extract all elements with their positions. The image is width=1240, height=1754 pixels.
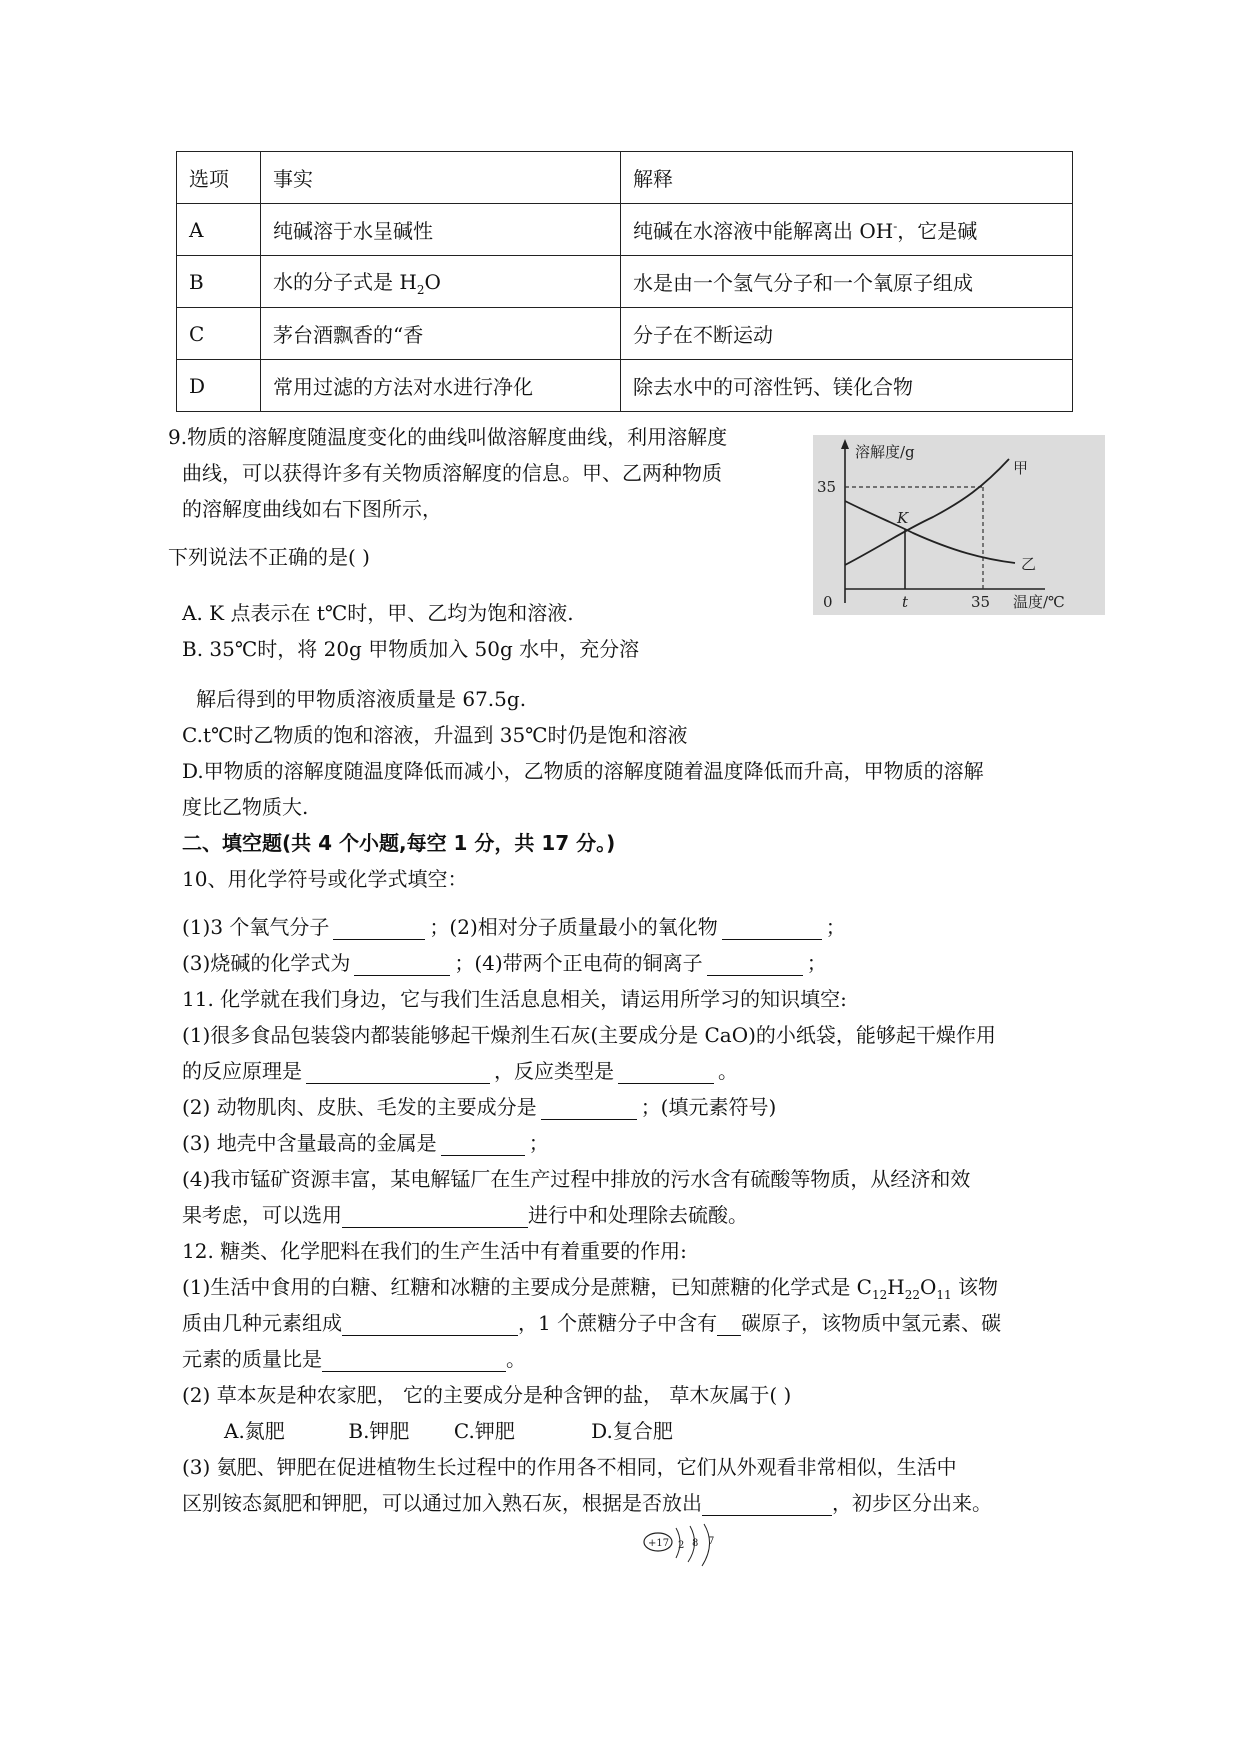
q11-p4-line-2: 果考虑，可以选用 进行中和处理除去硫酸。 [182, 1203, 748, 1227]
q9-line-4: 下列说法不正确的是( ) [168, 545, 370, 569]
q11-blank-3[interactable] [541, 1099, 637, 1120]
table-cell-explain: 纯碱在水溶液中能解离出 OH-，它是碱 [621, 204, 1073, 256]
q11-p1-line-1: (1)很多食品包装袋内都装能够起干燥剂生石灰(主要成分是 CaO)的小纸袋，能够起干燥作用 [182, 1023, 996, 1047]
q9-option-a: A. K 点表示在 t℃时，甲、乙均为饱和溶液. [182, 601, 574, 625]
q10-blank-3[interactable] [354, 955, 450, 976]
table-cell-fact: 纯碱溶于水呈碱性 [261, 204, 621, 256]
atom-structure-svg [642, 1522, 722, 1568]
q12-blank-3[interactable] [322, 1351, 506, 1372]
series-label-jia: 甲 [1013, 459, 1029, 477]
q11-p3: (3) 地壳中含量最高的金属是 ； [182, 1131, 549, 1155]
table-cell-option: B [177, 256, 261, 308]
table-cell-explain: 水是由一个氢气分子和一个氧原子组成 [621, 256, 1073, 308]
q10-line-1: (1)3 个氧气分子 ；(2)相对分子质量最小的氧化物 ； [182, 915, 846, 939]
table-cell-fact: 茅台酒飘香的“香 [261, 308, 621, 360]
section-2-title: 二、填空题(共 4 个小题,每空 1 分，共 17 分。) [182, 831, 616, 855]
q9-option-b-line-1: B. 35℃时，将 20g 甲物质加入 50g 水中，充分溶 [182, 637, 640, 661]
q11-blank-4[interactable] [441, 1135, 525, 1156]
q12-blank-1[interactable] [342, 1315, 518, 1336]
q11-p4-line-1: (4)我市锰矿资源丰富，某电解锰厂在生产过程中排放的污水含有硫酸等物质，从经济和效 [182, 1167, 971, 1191]
table-header-explain: 解释 [621, 152, 1073, 204]
table-row [177, 204, 1073, 256]
facts-table [176, 151, 1073, 412]
series-yi-curve [845, 501, 1015, 563]
q10-blank-4[interactable] [707, 955, 803, 976]
q12-title: 12. 糖类、化学肥料在我们的生产生活中有着重要的作用: [182, 1239, 687, 1263]
nucleus-charge: +17 [648, 1538, 670, 1549]
table-cell-fact: 水的分子式是 $H_2O$ [261, 256, 621, 308]
q11-blank-1[interactable] [306, 1063, 490, 1084]
q11-blank-2[interactable] [618, 1063, 714, 1084]
q12-options: A.氮肥 B.钾肥 C.钾肥 D.复合肥 [224, 1419, 673, 1443]
q9-line-2: 曲线，可以获得许多有关物质溶解度的信息。甲、乙两种物质 [182, 461, 722, 485]
table-cell-option: D [177, 360, 261, 412]
q12-p1-line-2: 质由几种元素组成 ，1 个蔗糖分子中含有 碳原子，该物质中氢元素、碳 [182, 1311, 1002, 1335]
q9-option-d-line-1: D.甲物质的溶解度随温度降低而减小，乙物质的溶解度随着温度降低而升高，甲物质的溶解 [182, 759, 984, 783]
y-tick-35: 35 [817, 478, 837, 496]
table-cell-option: C [177, 308, 261, 360]
q12-p1-line-1: (1)生活中食用的白糖、红糖和冰糖的主要成分是蔗糖，已知蔗糖的化学式是 $C_{12}H_{22}O_{11}$ 该物 [182, 1275, 999, 1302]
table-row [177, 256, 1073, 308]
shell-electrons-1: 2 [678, 1540, 685, 1551]
q10-title: 10、用化学符号或化学式填空： [182, 867, 468, 891]
q9-option-b-line-2: 解后得到的甲物质溶液质量是 67.5g. [196, 687, 527, 711]
q11-blank-5[interactable] [342, 1207, 528, 1228]
q12-p3-line-1: (3) 氨肥、钾肥在促进植物生长过程中的作用各不相同，它们从外观看非常相似，生活中 [182, 1455, 957, 1479]
q9-line-1: 9.物质的溶解度随温度变化的曲线叫做溶解度曲线，利用溶解度 [168, 425, 728, 449]
q11-title: 11. 化学就在我们身边，它与我们生活息息相关，请运用所学习的知识填空: [182, 987, 847, 1011]
q9-option-c: C.t℃时乙物质的饱和溶液，升温到 35℃时仍是饱和溶液 [182, 723, 688, 747]
table-header-fact: 事实 [261, 152, 621, 204]
q10-line-2: (3)烧碱的化学式为 ；(4)带两个正电荷的铜离子 ； [182, 951, 827, 975]
q12-blank-4[interactable] [702, 1495, 832, 1516]
table-cell-explain: 除去水中的可溶性钙、镁化合物 [621, 360, 1073, 412]
solubility-chart-svg [813, 435, 1105, 615]
point-label-k: K [897, 509, 909, 527]
table-header-option: 选项 [177, 152, 261, 204]
shell-electrons-2: 8 [692, 1538, 699, 1549]
table-cell-fact: 常用过滤的方法对水进行净化 [261, 360, 621, 412]
x-axis-label: 温度/℃ [1013, 593, 1065, 611]
table-cell-option: A [177, 204, 261, 256]
q9-option-d-line-2: 度比乙物质大. [182, 795, 309, 819]
q11-p2: (2) 动物肌肉、皮肤、毛发的主要成分是 ；(填元素符号) [182, 1095, 777, 1119]
q9-line-3: 的溶解度曲线如右下图所示， [182, 497, 442, 521]
table-cell-explain: 分子在不断运动 [621, 308, 1073, 360]
y-axis-arrow [841, 439, 849, 449]
table-row [177, 308, 1073, 360]
series-label-yi: 乙 [1021, 555, 1037, 573]
y-axis-label: 溶解度/g [855, 443, 915, 461]
shell-electrons-3: 7 [708, 1536, 715, 1547]
q12-p2: (2) 草本灰是种农家肥， 它的主要成分是种含钾的盐， 草木灰属于( ) [182, 1383, 792, 1407]
q12-p3-line-2: 区别铵态氮肥和钾肥，可以通过加入熟石灰，根据是否放出 ，初步区分出来。 [182, 1491, 992, 1515]
x-tick-t: t [902, 593, 909, 611]
q11-p1-line-2: 的反应原理是 ，反应类型是 。 [182, 1059, 738, 1083]
q12-p1-line-3: 元素的质量比是 。 [182, 1347, 526, 1371]
table-row [177, 360, 1073, 412]
solubility-graph [813, 435, 1105, 615]
table-header-row [177, 152, 1073, 204]
q10-blank-1[interactable] [333, 919, 425, 940]
q12-blank-2[interactable] [717, 1315, 741, 1336]
q10-blank-2[interactable] [722, 919, 822, 940]
atom-structure-diagram [642, 1522, 722, 1568]
x-tick-0: 0 [823, 593, 833, 611]
x-tick-35: 35 [971, 593, 991, 611]
